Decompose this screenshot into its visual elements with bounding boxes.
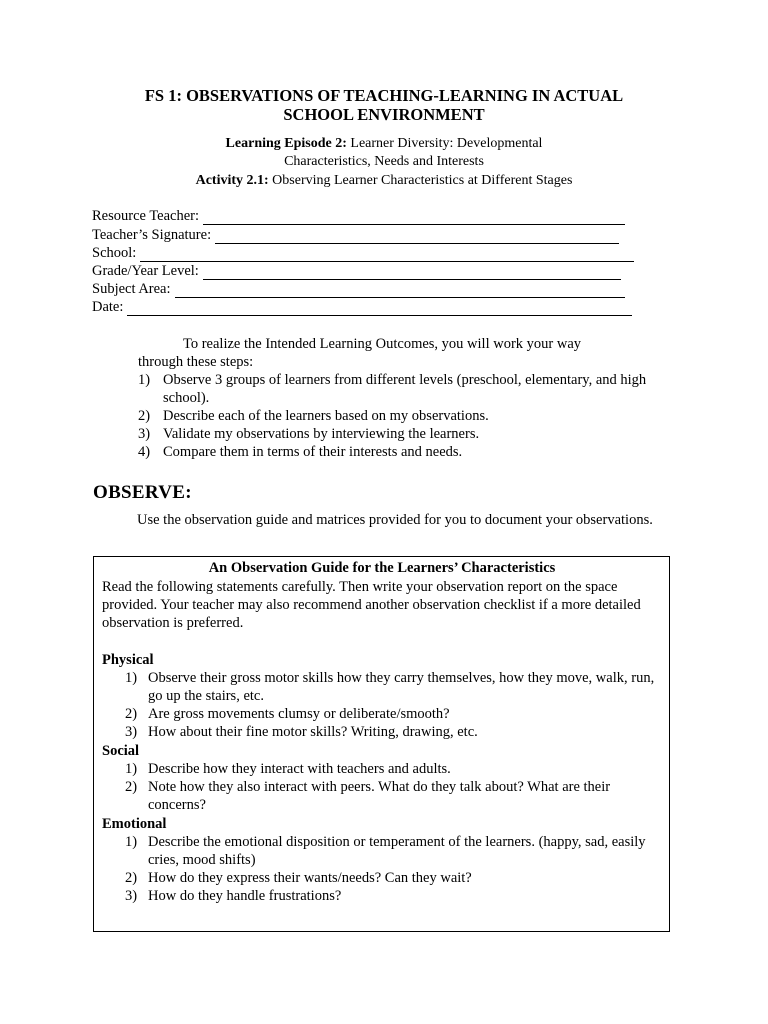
emotional-list bbox=[125, 833, 670, 905]
list-number: 3) bbox=[138, 426, 151, 442]
list-item bbox=[125, 669, 670, 705]
field-subject-area bbox=[92, 280, 625, 298]
field-label: Grade/Year Level: bbox=[92, 263, 199, 279]
field-line[interactable] bbox=[203, 265, 621, 280]
list-number: 1) bbox=[125, 670, 138, 686]
social-list bbox=[125, 760, 670, 814]
field-line[interactable] bbox=[203, 210, 625, 225]
field-resource-teacher bbox=[92, 207, 625, 225]
list-item bbox=[125, 887, 670, 905]
document-title bbox=[90, 86, 678, 124]
title-line-1: FS 1: OBSERVATIONS OF TEACHING-LEARNING IN ACTUAL bbox=[144, 86, 624, 105]
list-number: 2) bbox=[138, 408, 151, 424]
list-number: 1) bbox=[138, 372, 151, 388]
list-number: 2) bbox=[125, 706, 138, 722]
field-date bbox=[92, 298, 632, 316]
activity-line bbox=[90, 172, 678, 190]
episode-label: Learning Episode 2: bbox=[225, 136, 347, 151]
list-item bbox=[138, 371, 678, 407]
episode-line-2: Characteristics, Needs and Interests bbox=[284, 154, 484, 169]
list-text: Compare them in terms of their interests and needs. bbox=[163, 444, 463, 460]
list-item bbox=[125, 705, 670, 723]
list-item bbox=[125, 723, 670, 741]
episode-line bbox=[90, 135, 678, 153]
category-social: Social bbox=[102, 743, 140, 759]
episode-text: Learner Diversity: Developmental bbox=[350, 136, 543, 151]
field-teacher-signature bbox=[92, 226, 619, 244]
list-text: Note how they also interact with peers. What do they talk about? What are their concerns? bbox=[148, 779, 611, 813]
list-item bbox=[125, 778, 670, 814]
list-text: Validate my observations by interviewing the learners. bbox=[163, 426, 480, 442]
list-number: 3) bbox=[125, 888, 138, 904]
list-number: 2) bbox=[125, 870, 138, 886]
guide-title: An Observation Guide for the Learners’ Characteristics bbox=[208, 560, 556, 576]
field-line[interactable] bbox=[215, 229, 619, 244]
field-line[interactable] bbox=[175, 283, 625, 298]
list-text: How about their fine motor skills? Writing, drawing, etc. bbox=[148, 724, 478, 740]
intro-line-1: To realize the Intended Learning Outcomes, you will work your way bbox=[183, 336, 582, 352]
list-number: 1) bbox=[125, 761, 138, 777]
field-line[interactable] bbox=[140, 247, 634, 262]
list-text: Describe the emotional disposition or temperament of the learners. (happy, sad, easily cries, mood shifts) bbox=[148, 834, 646, 868]
steps-list bbox=[138, 371, 678, 461]
list-text: Are gross movements clumsy or deliberate/smooth? bbox=[148, 706, 450, 722]
field-label: Date: bbox=[92, 299, 124, 315]
field-label: Subject Area: bbox=[92, 281, 171, 297]
list-text: How do they express their wants/needs? Can they wait? bbox=[148, 870, 472, 886]
field-school bbox=[92, 244, 634, 262]
physical-list bbox=[125, 669, 670, 741]
field-label: Resource Teacher: bbox=[92, 208, 200, 224]
field-line[interactable] bbox=[127, 301, 632, 316]
observe-heading: OBSERVE: bbox=[93, 482, 192, 503]
field-grade-year-level bbox=[92, 262, 621, 280]
intro-line-2: through these steps: bbox=[138, 354, 254, 370]
activity-text: Observing Learner Characteristics at Different Stages bbox=[272, 173, 573, 188]
list-text: Observe their gross motor skills how they carry themselves, how they move, walk, run, go up the stairs, etc. bbox=[148, 670, 655, 704]
title-line-2: SCHOOL ENVIRONMENT bbox=[283, 105, 485, 124]
observe-text: Use the observation guide and matrices provided for you to document your observations. bbox=[137, 512, 653, 528]
list-text: Describe each of the learners based on my observations. bbox=[163, 408, 489, 424]
list-item bbox=[138, 425, 678, 443]
list-number: 4) bbox=[138, 444, 151, 460]
activity-label: Activity 2.1: bbox=[195, 173, 269, 188]
field-label: Teacher’s Signature: bbox=[92, 227, 212, 243]
list-text: How do they handle frustrations? bbox=[148, 888, 342, 904]
list-text: Observe 3 groups of learners from different levels (preschool, elementary, and high school). bbox=[163, 372, 647, 406]
list-item bbox=[125, 833, 670, 869]
list-item bbox=[138, 443, 678, 461]
category-physical: Physical bbox=[102, 652, 154, 668]
list-number: 3) bbox=[125, 724, 138, 740]
list-item bbox=[125, 869, 670, 887]
field-label: School: bbox=[92, 245, 137, 261]
guide-instructions: Read the following statements carefully. Then write your observation report on the space provided. Your teacher may also recommend another observation checklist if a more detailed observation is preferred. bbox=[102, 579, 641, 631]
list-item bbox=[138, 407, 678, 425]
list-item bbox=[125, 760, 670, 778]
category-emotional: Emotional bbox=[102, 816, 167, 832]
list-number: 2) bbox=[125, 779, 138, 795]
list-text: Describe how they interact with teachers and adults. bbox=[148, 761, 451, 777]
list-number: 1) bbox=[125, 834, 138, 850]
